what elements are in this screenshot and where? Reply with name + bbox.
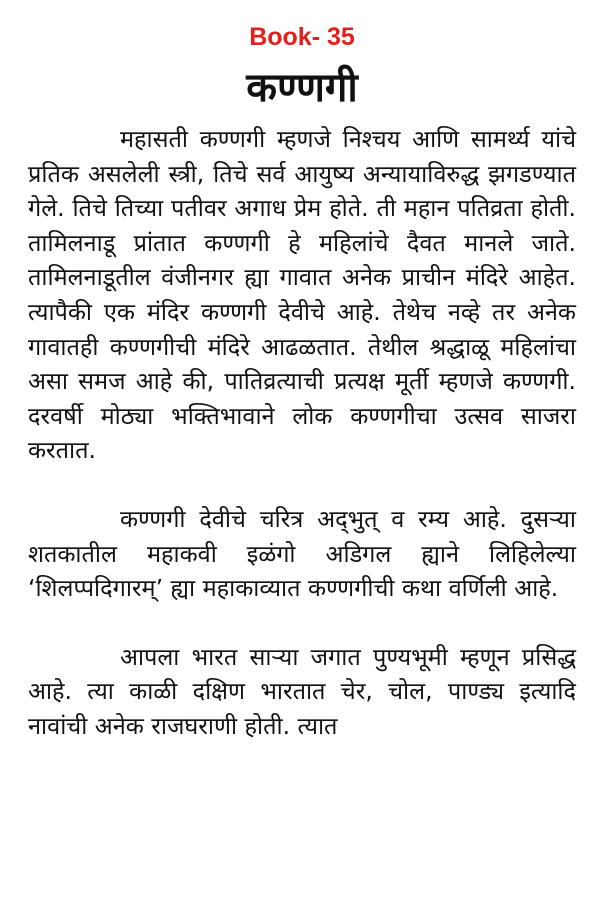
body-text <box>28 122 576 744</box>
chapter-title: कण्णगी <box>246 65 358 111</box>
paragraph-2: कण्णगी देवीचे चरित्र अद्‌भुत् व रम्य आहे. दुसऱ्या शतकातील महाकवी इळंगो अडिगल ह्याने लिहिलेल्या ‘शिलप्पदिगारम्’ ह्या महाकाव्यात कण्णगीची कथा वर्णिली आहे. <box>28 504 576 603</box>
book-number-label: Book- 35 <box>249 23 355 51</box>
paragraph-1: महासती कण्णगी म्हणजे निश्चय आणि सामर्थ्य यांचे प्रतिक असलेली स्त्री, तिचे सर्व आयुष्य अन्यायाविरुद्ध झगडण्यात गेले. तिचे तिच्या पतीवर अगाध प्रेम होते. ती महान पतिव्रता होती. तामिलनाडू प्रांतात कण्णगी हे महिलांचे दैवत मानले जाते. तामिलनाडूतील वंजीनगर ह्या गावात अनेक प्राचीन मंदिरे आहेत. त्यापैकी एक मंदिर कण्णगी देवीचे आहे. तेथेच नव्हे तर अनेक गावातही कण्णगीची मंदिरे आढळतात. तेथील श्रद्धाळू महिलांचा असा समज आहे की, पातिव्रत्याची प्रत्यक्ष मूर्ती म्हणजे कण्णगी. दरवर्षी मोठ्या भक्तिभावाने लोक कण्णगीचा उत्सव साजरा करतात. <box>28 125 576 465</box>
paragraph-3: आपला भारत साऱ्या जगात पुण्यभूमी म्हणून प्रसिद्ध आहे. त्या काळी दक्षिण भारतात चेर, चोल, पाण्ड्य इत्यादि नावांची अनेक राजघराणी होती. त्यात <box>28 642 576 740</box>
